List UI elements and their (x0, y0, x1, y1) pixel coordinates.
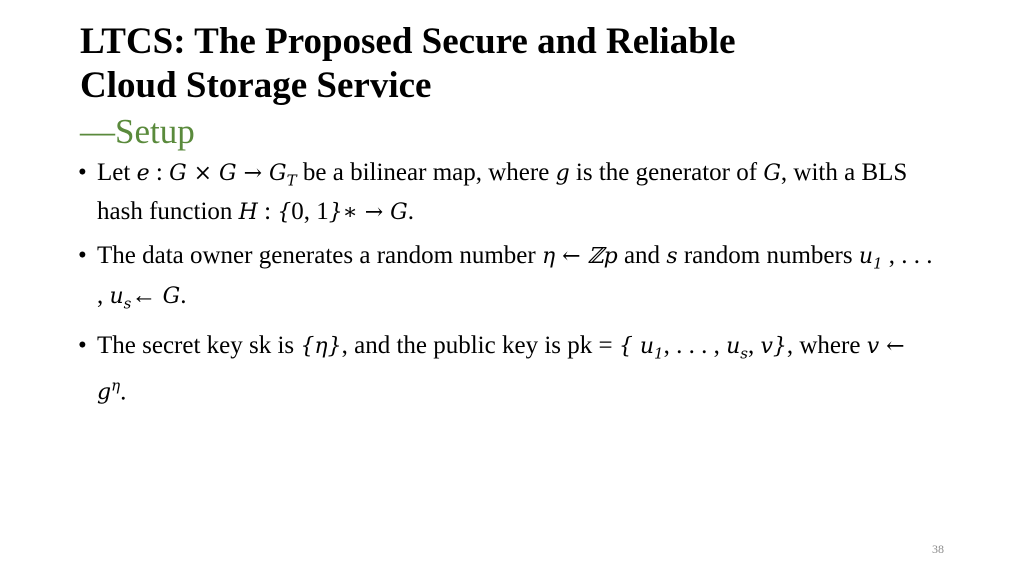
bullet-text: is the generator of (569, 159, 764, 186)
math-symbol: u (726, 334, 741, 360)
bullet-text: . (180, 281, 187, 309)
math-subscript: s (123, 294, 132, 313)
math-symbol: { u (618, 334, 655, 360)
math-symbol: s (666, 244, 678, 270)
slide-title (80, 20, 736, 108)
math-symbol: { (277, 200, 292, 226)
math-subscript: T (286, 171, 297, 190)
bullet-list (78, 157, 938, 420)
title-line-1: LTCS: The Proposed Secure and Reliable (80, 21, 736, 62)
bullet-item-keys (78, 330, 938, 409)
bullet-text: and (617, 242, 667, 270)
bullet-text: , . . . , (97, 242, 933, 309)
bullet-text: The secret key sk is (97, 332, 301, 360)
page-number: 38 (932, 542, 944, 556)
bullet-text: . (120, 377, 127, 405)
bullet-dot: • (78, 242, 87, 270)
bullet-text: , and the public key is pk = (341, 332, 619, 360)
math-expression (169, 161, 297, 190)
bullet-text: . (407, 198, 414, 226)
slide-subtitle: —Setup (80, 112, 195, 151)
math-symbol: g (555, 161, 570, 186)
bullet-text: be a bilinear map, where (296, 159, 556, 186)
math-symbol: G (763, 161, 781, 186)
bullet-text: , . . . , (663, 332, 727, 360)
math-symbol: u (858, 244, 873, 270)
math-symbol: v ← g (97, 334, 905, 405)
math-expression (109, 283, 132, 313)
bullet-text: 0, 1 (291, 198, 329, 226)
math-symbol: G (162, 283, 181, 309)
bullet-dot: • (78, 332, 87, 360)
math-expression (726, 334, 748, 363)
bullet-text: The data owner generates a random number (97, 242, 542, 270)
math-symbol: u (109, 283, 124, 309)
bullet-text: ← (131, 281, 163, 309)
math-symbol: {η} (300, 334, 342, 360)
math-symbol: v} (760, 334, 787, 360)
bullet-text: , where (786, 332, 867, 360)
bullet-text: : (149, 159, 170, 186)
math-expression (858, 244, 883, 273)
bullet-text: , with a BLS hash function (97, 159, 908, 226)
math-expression (618, 334, 664, 363)
math-symbol: }∗ → G (328, 200, 408, 226)
bullet-text: , (747, 332, 761, 360)
bullet-text: random numbers (677, 242, 859, 270)
math-subscript: s (740, 344, 748, 363)
title-line-2: Cloud Storage Service (80, 65, 432, 106)
math-superscript: η (111, 376, 121, 395)
bullet-dot: • (78, 159, 87, 186)
math-symbol: η ← ℤp (541, 244, 618, 270)
bullet-item-random-numbers (78, 240, 938, 319)
bullet-text: : (257, 198, 278, 226)
bullet-item-bilinear-map (78, 157, 938, 229)
math-subscript: 1 (654, 344, 664, 363)
bullet-text: Let (97, 159, 137, 186)
math-symbol: e (136, 161, 150, 186)
math-symbol: G × G → G (169, 161, 287, 186)
math-symbol: H (238, 200, 258, 226)
math-subscript: 1 (873, 254, 883, 273)
